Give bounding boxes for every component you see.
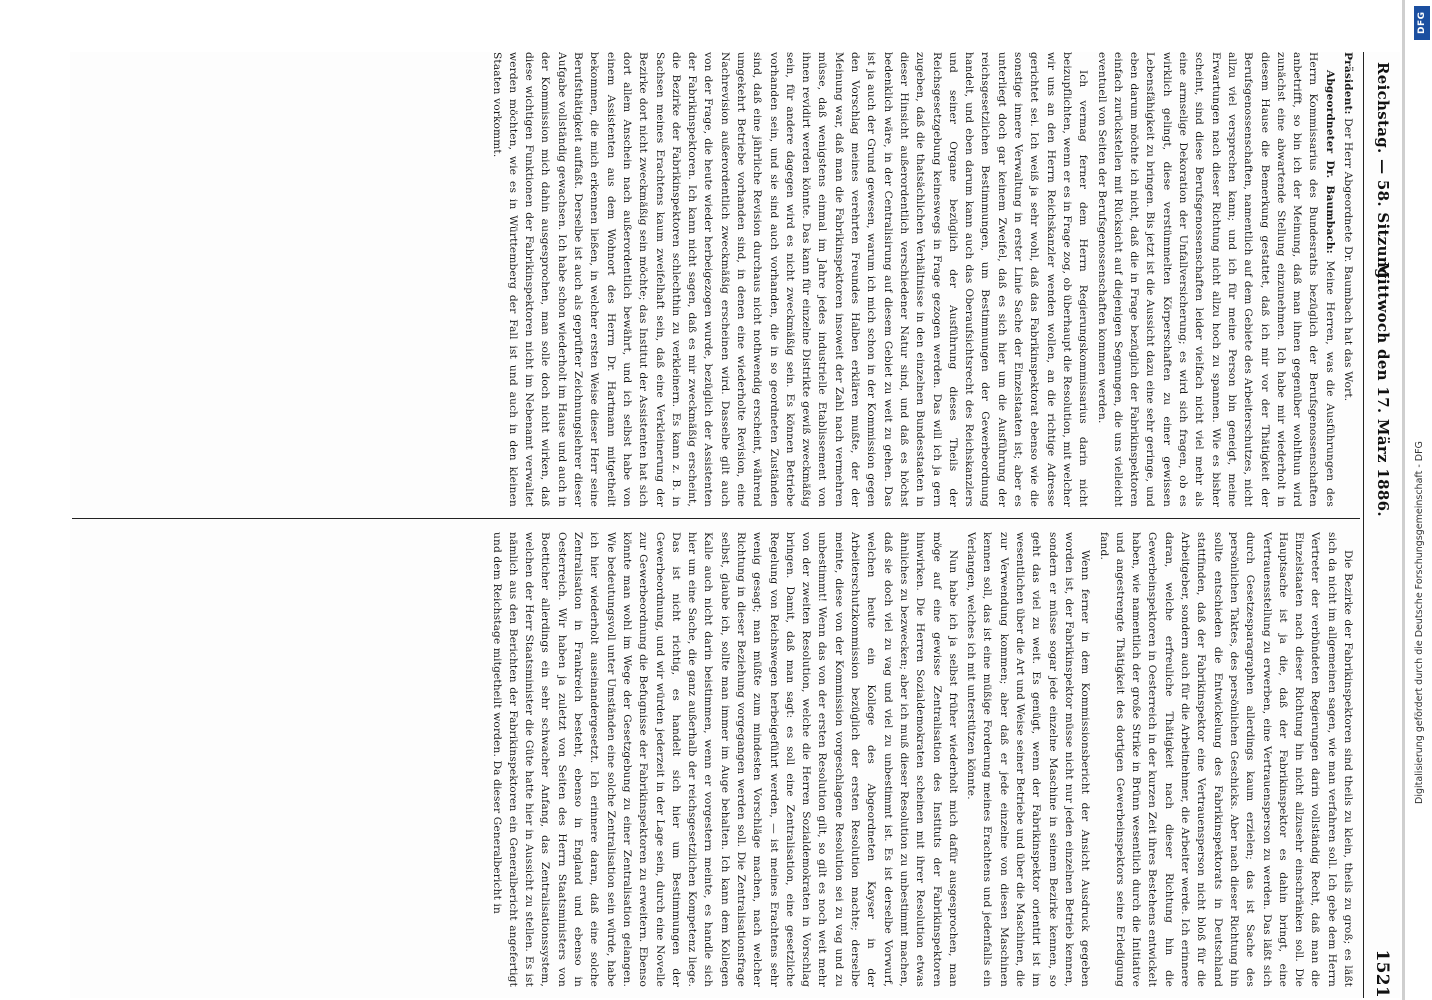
paragraph <box>963 532 1093 987</box>
header-left: Reichstag. — 58. Sitzung. <box>1374 62 1392 285</box>
paragraph <box>488 52 1091 507</box>
paragraph-text: Meine Herren, was die Ausführungen des Herrn Kommissarius des Bundesraths bezüglich der Berufsgenossenschaften anbetrifft, so bin ich der Meinung, daß man ihnen gegenüber wohlthun wird zunächst eine abwartende Stellung einzunehmen. Ich habe mir wiederholt in diesem Hause die Bemerkung gestattet, daß ich mir vor der Thätigkeit der Berufsgenossenschaften, namentlich auf dem Gebiete des Arbeiterschutzes, nicht allzu viel versprechen kann; und ich für meine Person bin geneigt, meine Erwartungen nach dieser Richtung nicht allzu hoch zu spannen. Wie es bisher scheint, sind diese Berufsgenossenschaften leider vielfach nicht viel mehr als eine armselige Dekoration der Unfallversicherung; es wird sich fragen, ob es wirklich gelingt, diese verstümmelten Körperschaften zu einer gewissen Lebensfähigkeit zu bringen. Bis jetzt ist die Aussicht dazu eine sehr geringe, und eben darum möchte ich nicht, daß die in Frage bezüglich der Fabrikinspektoren einfach zurückstellen mit Rücksicht auf diejenigen Segnungen, die uns vielleicht eventuell von Seiten der Berufsgenossenschaften kommen werden. <box>1095 52 1336 507</box>
paragraph <box>488 532 961 987</box>
paragraph <box>1093 52 1337 507</box>
paragraph-text: Wenn ferner in dem Kommissionsbericht der Ansicht Ausdruck gegeben worden ist, der Fabrikinspektor müsse nicht nur jeden einzelnen Betrieb kennen, sondern er müsse sogar jede einzelne Maschine in seinem Bezirke kennen, so geht das viel zu weit. Es genügt, wenn der Fabrikinspektor orientirt ist im wesentlichen über die Art und Weise seiner Betriebe und über die Maschinen, die zur Verwendung kommen; aber daß er jede einzelne von diesen Maschinen kennen soll, das ist eine müßige Forderung meines Erachtens und jedenfalls ein Verlangen, welches ich mit unterstützen könnte. <box>965 532 1092 987</box>
scan-edge-shadow <box>1402 0 1405 1000</box>
page-header <box>1360 52 1400 998</box>
header-rule <box>1363 52 1364 998</box>
column-divider <box>72 518 1360 519</box>
paragraph-text: Ich vermag ferner dem Herrn Regierungskommissarius darin nicht beizupflichten, wenn er es in Frage zog, ob überhaupt die Resolution, mit welcher wir uns an den Herrn Reichskanzler wenden wollen, an die richtige Adresse gerichtet sei. Ich weiß ja sehr wohl, daß das Fabrikinspektorat ebenso wie die sonstige innere Verwaltung in erster Linie Sache der Einzelstaaten ist; aber es unterliegt doch gar keinem Zweifel, daß es sich hier um die Ausführung der reichsgesetzlichen Bestimmungen, um Bestimmungen der Gewerbeordnung handelt, und eben darum kann auch das Oberaufsichtsrecht des Reichskanzlers und seiner Organe bezüglich der Ausführung dieses Theils der Reichsgesetzgebung keineswegs in Frage gezogen werden. Das will ich ja gern zugeben, daß die thatsächlichen Verhältnisse in den einzelnen Bundesstaaten in dieser Hinsicht außerordentlich verschiedener Natur sind, und daß es höchst bedenklich wäre, in der Centralisirung auf diesem Gebiet zu weit zu gehen. Das ist ja auch der Grund gewesen, warum ich mich schon in der Kommission gegen den Vorschlag meines verehrten Freundes Halben erklären mußte, der der Meinung war, daß man die Fabrikinspektoren insoweit der Zahl nach vermehren müsse, daß wenigstens einmal im Jahre jedes industrielle Etablissement von ihnen revidirt werden könnte. Das kann für einzelne Distrikte gewiß zweckmäßig sein, für andere dagegen wird es nicht zweckmäßig sein. Es können Betriebe vorhanden sein, und sie sind auch vorhanden, die in so geordneten Zuständen sind, daß eine jährliche Revision durchaus nicht nothwendig erscheint, während umgekehrt Betriebe vorhanden sind, in denen eine wiederholte Revision, eine Nachrevision außerordentlich zweckmäßig erscheinen wird. Dasselbe gilt auch von der Frage, die heute wieder herbeigezogen wurde, bezüglich der Assistenten der Fabrikinspektoren. Ich kann nicht sagen, daß es mir zweckmäßig erscheint, die Bezirke der Fabrikinspektoren schlechthin zu verkleinern. Es kann z. B. in Sachsen meines Erachtens kaum zweifelhaft sein, daß eine Verkleinerung der Bezirke dort nicht zweckmäßig sein möchte; das Institut der Assistenten hat sich dort allem Anschein nach außerordentlich bewährt, und ich selbst habe von einem Assistenten aus dem Wohnort des Herrn Dr. Hartmann mitgetheilt bekommen, die mich erkennen ließen, in welcher ersten Weise dieser Herr seine Berufsthätigkeit auffaßt. Derselbe ist auch als geprüfter Zeichnungslehrer dieser Aufgabe vollständig gewachsen. Ich habe schon wiederholt im Hause und auch in der Kommission mich dahin ausgesprochen, man solle doch nicht wirken, daß diese wichtigen Funktionen der Fabrikinspektoren nicht im Nebenamt verwaltet werden möchten, wie es in Württemberg der Fall ist und auch in den kleinen Staaten vorkommt. <box>490 52 1090 507</box>
left-column <box>76 52 1356 507</box>
paragraph-text: Nun habe ich ja selbst früher wiederholt mich dafür ausgesprochen, man möge auf eine gewisse Zentralisation des Instituts der Fabrikinspektoren hinwirken. Die Herren Sozialdemokraten scheinen mit ihrer Resolution etwas ähnliches zu bezwecken; aber ich muß dieser Resolution zu unbestimmt machen, daß sie doch viel zu vag und viel zu unbestimmt ist. Es ist derselbe Vorwurf, welchen heute ein Kollege des Abgeordneten Kayser in der Arbeiterschutzkommission bezüglich der ersten Resolution machte; derselbe meinte, diese von der Kommission vorgeschlagene Resolution sei zu vag und zu unbestimmt! Wenn das von der ersten Resolution gilt, so gilt es noch weit mehr von der zweiten Resolution, welche die Herren Sozialdemokraten in Vorschlag bringen. Damit, daß man sagt: es soll eine Zentralisation, eine gesetzliche Regelung von Reichswegen herbeigeführt werden, — ist meines Erachtens sehr wenig gesagt; man müßte zum mindesten Vorschläge machen, nach welcher Richtung in dieser Beziehung vorgegangen werden soll. Die Zentralisationsfrage selbst, glaube ich, sollte man immer im Auge behalten. Ich kann dem Kollegen Kalle auch nicht darin beistimmen, wenn er vorgestern meinte, es handle sich hier um eine Sache, die ganz außerhalb der reichsgesetzlichen Kompetenz liege. Das ist nicht richtig, es handelt sich hier um Bestimmungen der Gewerbeordnung, und wir würden jederzeit in der Lage sein, durch eine Novelle zur Gewerbeordnung die Befugnisse der Fabrikinspektoren zu erweitern. Ebenso könnte man wohl im Wege der Gesetzgebung zu einer Zentralisation gelangen. Wie bedeutungsvoll unter Umständen eine solche Zentralisation sein würde, habe ich hier wiederholt auseinandergesetzt. Ich erinnere daran, daß eine solche Zentralisation in Frankreich besteht, ebenso in England und ebenso in Oesterreich. Wir haben ja zuletzt von Seiten des Herrn Staatsministers von Boetticher allerdings ein sehr schwacher Anfang, das Zentralisationssystem, welchen der Herr Staatsminister die Güte hatte hier in Aussicht zu stellen. Es ist nämlich aus den Berichten der Fabrikinspektoren ein Generalbericht angefertigt und dem Reichstage mitgetheilt worden. Da dieser Generalbericht in <box>490 532 959 987</box>
paragraph-text: Der Herr Abgeordnete Dr. Baumbach hat das Wort. <box>1342 114 1354 402</box>
header-date: Mittwoch den 17. März 1886. <box>1374 262 1392 517</box>
digitization-credit: Digitalisierung gefördert durch die Deutsche Forschungsgemeinschaft - DFG <box>1414 441 1425 804</box>
paragraph <box>1095 532 1356 987</box>
right-column <box>76 532 1356 987</box>
speaker-name: Präsident: <box>1342 52 1354 115</box>
page-number: 1521 <box>1372 949 1392 998</box>
dfg-logo: DFG <box>1414 6 1430 40</box>
scanned-page <box>70 52 1400 998</box>
paragraph-text: Die Bezirke der Fabrikinspektoren sind theils zu klein, theils zu groß; es läßt sich da nicht im allgemeinen sagen, wie man verfahren soll. Ich gebe dem Herrn Vertreter der verbündeten Regierungen darin vollständig Recht, daß man die Einzelstaaten nach dieser Richtung hin nicht allzusehr einschränken soll. Die Hauptsache ist ja die, daß der Fabrikinspektor es dahin bringt, eine Vertrauensstellung zu erwerben, eine Vertrauensperson zu werden. Das läßt sich durch Gesetzesparagraphen allerdings kaum erzielen; das ist Sache des persönlichen Taktes, des persönlichen Geschicks. Aber nach dieser Richtung hin sollte entschieden die Entwickelung des Fabrikinspektorats in Deutschland stattfinden, daß der Fabrikinspektor eine Vertrauensperson nicht bloß für die Arbeitgeber, sondern auch für die Arbeitnehmer, die Arbeiter werde. Ich erinnere daran, welche erfreuliche Thätigkeit nach dieser Richtung hin die Gewerbeinspektoren in Oesterreich in der kurzen Zeit ihres Bestehens entwickelt haben, wie namentlich der große Strike in Brünn wesentlich durch die Initiative und angestrengte Thätigkeit des dortigen Gewerbeinspektors seine Erledigung fand. <box>1097 532 1354 987</box>
paragraph <box>1340 52 1356 507</box>
speaker-name: Abgeordneter Dr. Baumbach: <box>1323 70 1336 254</box>
